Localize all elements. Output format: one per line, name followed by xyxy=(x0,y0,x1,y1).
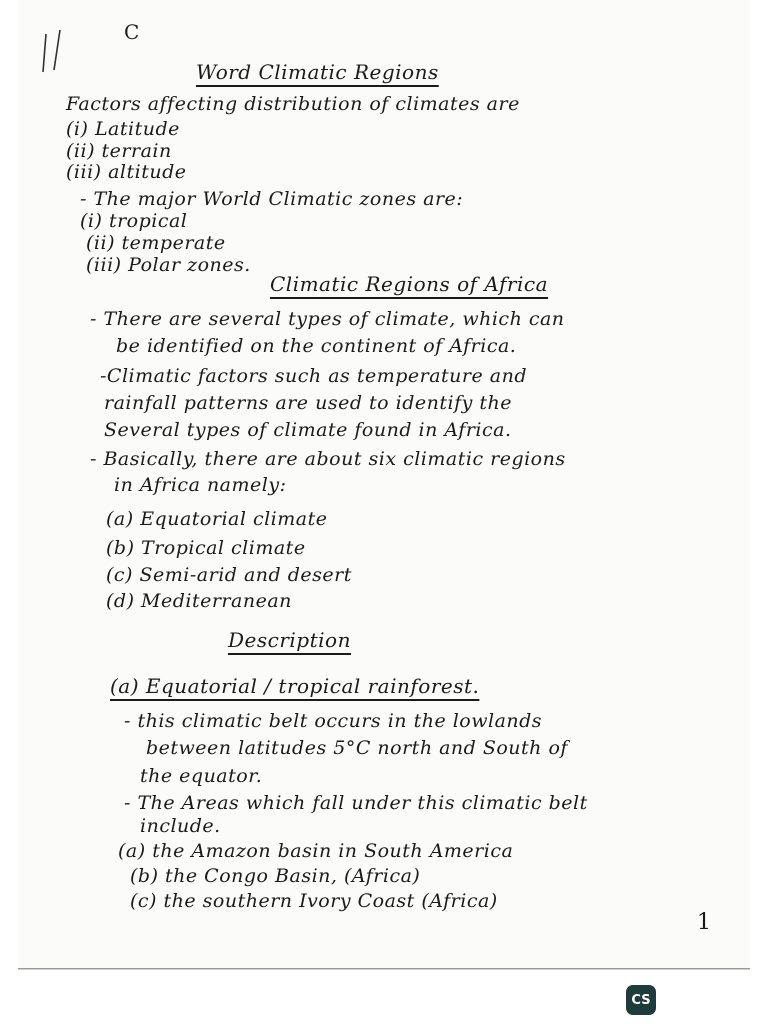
description-line: the equator. xyxy=(140,765,263,787)
africa-line: in Africa namely: xyxy=(114,474,287,496)
zone-item: (i) tropical xyxy=(80,210,188,232)
description-subheading: (a) Equatorial / tropical rainforest. xyxy=(110,674,480,698)
margin-marks xyxy=(40,28,70,76)
region-item: (b) Tropical climate xyxy=(106,537,306,559)
factor-item: (iii) altitude xyxy=(66,161,187,183)
description-line: between latitudes 5°C north and South of xyxy=(146,737,568,759)
corner-mark: C xyxy=(124,20,140,44)
africa-line: -Climatic factors such as temperature and xyxy=(100,365,527,387)
page-title: Word Climatic Regions xyxy=(196,60,439,84)
zones-intro: - The major World Climatic zones are: xyxy=(80,188,464,210)
region-item: (a) Equatorial climate xyxy=(106,508,328,530)
description-line: - The Areas which fall under this climatic belt xyxy=(124,792,588,814)
africa-line: - There are several types of climate, which can xyxy=(90,308,565,330)
region-item: (d) Mediterranean xyxy=(106,590,292,612)
africa-line: rainfall patterns are used to identify the xyxy=(104,392,512,414)
zone-item: (ii) temperate xyxy=(86,232,226,254)
africa-line: be identified on the continent of Africa. xyxy=(116,335,517,357)
africa-heading: Climatic Regions of Africa xyxy=(270,272,548,296)
area-item: (b) the Congo Basin, (Africa) xyxy=(130,865,421,887)
area-item: (a) the Amazon basin in South America xyxy=(118,840,514,862)
area-item: (c) the southern Ivory Coast (Africa) xyxy=(130,890,498,912)
region-item: (c) Semi-arid and desert xyxy=(106,564,352,586)
camscanner-badge[interactable]: CS xyxy=(626,985,656,1015)
factors-line: Factors affecting distribution of climates are xyxy=(66,93,520,115)
factor-item: (ii) terrain xyxy=(66,140,172,162)
factor-item: (i) Latitude xyxy=(66,118,180,140)
description-line: - this climatic belt occurs in the lowlands xyxy=(124,710,543,732)
zone-item: (iii) Polar zones. xyxy=(86,254,251,276)
africa-line: - Basically, there are about six climatic regions xyxy=(90,448,566,470)
description-line: include. xyxy=(140,815,221,837)
description-heading: Description xyxy=(228,628,351,652)
page-number: 1 xyxy=(697,910,712,935)
africa-line: Several types of climate found in Africa. xyxy=(104,419,512,441)
